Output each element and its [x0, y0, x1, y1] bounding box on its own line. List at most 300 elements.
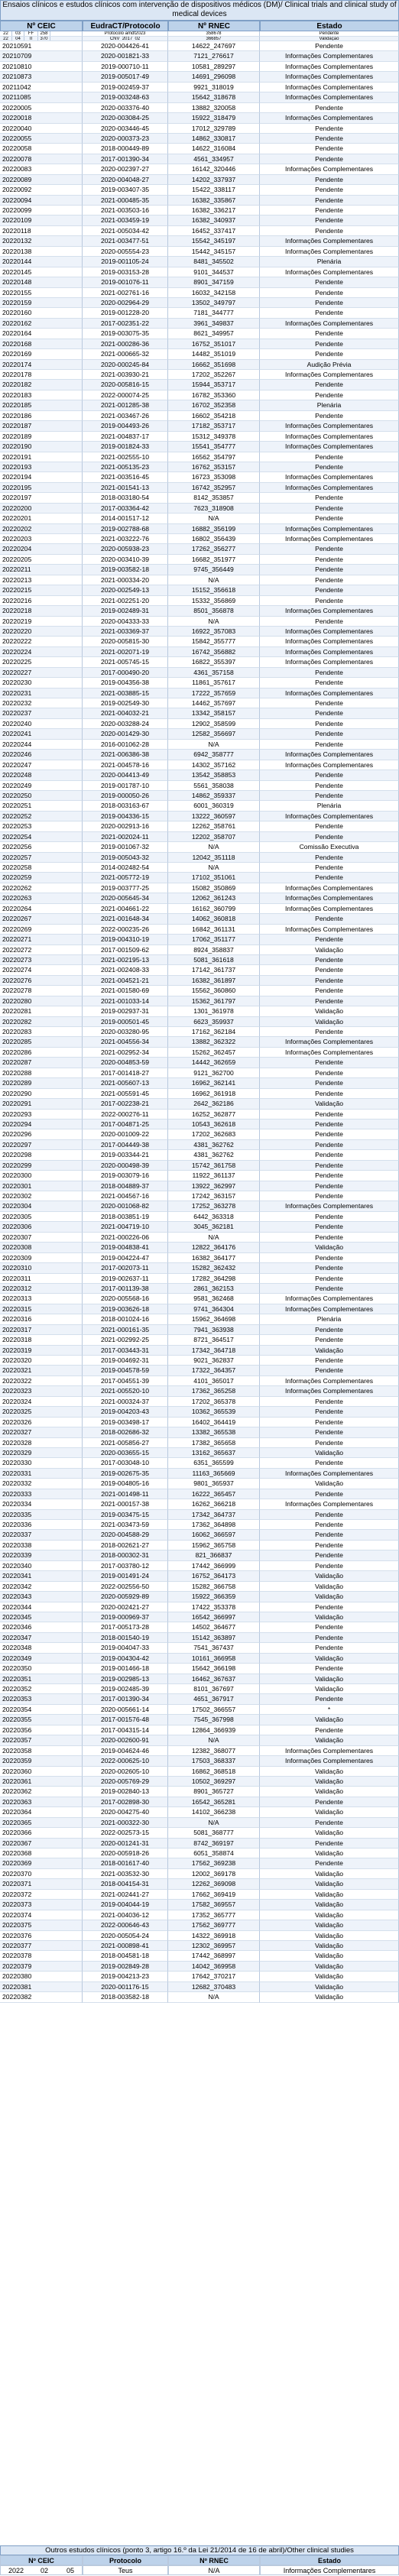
ceic-cell: 20220290	[0, 1089, 83, 1099]
protocolo-cell: 2021-001033-14	[83, 996, 168, 1006]
ceic-cell: 20220335	[0, 1510, 83, 1520]
ceic-cell: 20220291	[0, 1099, 83, 1109]
rnec-cell: 4381_362762	[168, 1140, 260, 1150]
rnec-cell: 6623_359937	[168, 1017, 260, 1027]
protocolo-cell: 2021-005856-27	[83, 1438, 168, 1448]
table-row	[0, 1561, 399, 1571]
protocolo-cell: 2019-004310-19	[83, 935, 168, 945]
estado-cell: Pendente	[260, 1489, 399, 1499]
table-row	[0, 267, 399, 277]
protocolo-cell: 2019-002840-13	[83, 1787, 168, 1797]
table-row	[0, 668, 399, 678]
rnec-cell: N/A	[168, 1233, 260, 1243]
table-row	[0, 72, 399, 82]
rnec-cell: 16962_361918	[168, 1089, 260, 1099]
rnec-cell: 11922_361137	[168, 1171, 260, 1181]
table-row	[0, 925, 399, 935]
ceic-cell: 20220237	[0, 708, 83, 718]
rnec-cell: 13342_358157	[168, 708, 260, 718]
ceic-cell: 20220138	[0, 247, 83, 257]
protocolo-cell: 2021-000226-06	[83, 1233, 168, 1243]
ceic-cell: 20220118	[0, 226, 83, 236]
estado-cell: Pendente	[260, 1622, 399, 1632]
protocolo-cell: 2019-002489-31	[83, 606, 168, 616]
estado-cell: Pendente	[260, 1541, 399, 1550]
protocolo-cell: 2021-002251-20	[83, 596, 168, 606]
rnec-cell: 16822_355397	[168, 657, 260, 667]
table-row	[0, 1058, 399, 1068]
rnec-cell: 12582_356697	[168, 729, 260, 739]
rnec-cell: 17442_368997	[168, 1951, 260, 1961]
estado-cell: Informações Complementares	[260, 524, 399, 534]
rnec-cell: 16222_365457	[168, 1489, 260, 1499]
protocolo-cell: 2020-005816-15	[83, 380, 168, 390]
ceic-cell: 20220316	[0, 1314, 83, 1324]
protocolo-cell: 2019-003079-16	[83, 1171, 168, 1181]
estado-cell: Pendente	[260, 976, 399, 986]
ceic-cell: 20220216	[0, 596, 83, 606]
rnec-cell: 16032_342158	[168, 288, 260, 298]
rnec-cell: 15742_361758	[168, 1161, 260, 1171]
rnec-cell: 15922_366359	[168, 1592, 260, 1602]
ceic-cell: 20220321	[0, 1366, 83, 1375]
ceic-cell: 20220338	[0, 1541, 83, 1550]
estado-cell: Validação	[260, 1735, 399, 1745]
table-row	[0, 770, 399, 780]
ceic-cell: 20220357	[0, 1735, 83, 1745]
table-row	[0, 976, 399, 986]
estado-cell: Pendente	[260, 514, 399, 523]
protocolo-cell: 2019-001787-10	[83, 781, 168, 791]
ceic-cell: 20220144	[0, 257, 83, 267]
estado-cell: Informações Complementares	[260, 1048, 399, 1058]
rnec-cell: 16962_362141	[168, 1078, 260, 1088]
table-row	[0, 215, 399, 225]
protocolo-cell: 2021-002555-10	[83, 452, 168, 462]
rnec-cell: 12042_351118	[168, 853, 260, 863]
estado-cell: Plenária	[260, 400, 399, 410]
estado-cell: Validação	[260, 1017, 399, 1027]
estado-cell: Plenária	[260, 257, 399, 267]
rnec-cell: 17322_364357	[168, 1366, 260, 1375]
protocolo-cell: 2017-003443-31	[83, 1346, 168, 1356]
protocolo-cell: 2020-000373-23	[83, 134, 168, 144]
table-row	[0, 196, 399, 206]
rnec-cell: 16922_357083	[168, 627, 260, 637]
estado-cell: Pendente	[260, 277, 399, 287]
protocolo-cell: 2020-004413-49	[83, 770, 168, 780]
rnec-cell: 17342_364718	[168, 1346, 260, 1356]
table-row	[0, 134, 399, 144]
table-row	[0, 257, 399, 267]
ceic-cell: 20220251	[0, 801, 83, 811]
estado-cell: Validação	[260, 1582, 399, 1592]
estado-cell: Pendente	[260, 791, 399, 801]
table-row	[0, 1705, 399, 1715]
table-row	[0, 544, 399, 554]
ceic-cell: 20220202	[0, 524, 83, 534]
table-row	[0, 1839, 399, 1849]
protocolo-cell: 2020-003410-39	[83, 555, 168, 565]
table-row	[0, 1592, 399, 1602]
rnec-cell: 12302_369957	[168, 1941, 260, 1951]
estado-cell: Pendente	[260, 349, 399, 359]
ceic-cell: 20220215	[0, 585, 83, 595]
estado-cell: Pendente	[260, 196, 399, 206]
estado-cell: Pendente	[260, 1089, 399, 1099]
ceic-cell: 20220317	[0, 1325, 83, 1335]
rnec-cell: 7121_276617	[168, 51, 260, 61]
rnec-cell: 3045_362181	[168, 1222, 260, 1232]
rnec-cell: 15152_356618	[168, 585, 260, 595]
table-row	[0, 1161, 399, 1171]
ceic-cell: 20220369	[0, 1858, 83, 1868]
protocolo-cell: 2018-001617-40	[83, 1858, 168, 1868]
estado-cell: Pendente	[260, 1561, 399, 1571]
estado-cell: Pendente	[260, 411, 399, 421]
estado-cell: Pendente	[260, 1233, 399, 1243]
protocolo-cell: 2020-005918-26	[83, 1849, 168, 1858]
rnec-cell: 8742_369197	[168, 1839, 260, 1849]
table-caption: Ensaios clínicos e estudos clínicos com intervenção de dispositivos médicos (DM)/ Clinical trials and clinical study of medical devices	[0, 0, 399, 21]
table-row	[0, 945, 399, 955]
table-row	[0, 1962, 399, 1972]
protocolo-cell: 2019-000501-45	[83, 1017, 168, 1027]
table-row	[0, 596, 399, 606]
rnec-cell: 16062_366597	[168, 1530, 260, 1540]
rnec-cell: 10161_366958	[168, 1654, 260, 1664]
estado-cell: Pendente	[260, 215, 399, 225]
ceic-cell: 20220250	[0, 791, 83, 801]
table-row	[0, 678, 399, 688]
table-row	[0, 821, 399, 831]
table-row	[0, 1304, 399, 1314]
protocolo-cell: 2019-003407-35	[83, 185, 168, 195]
protocolo-cell: 2019-001076-11	[83, 277, 168, 287]
rnec-cell: 15282_366758	[168, 1582, 260, 1592]
protocolo-cell: 2018-002686-32	[83, 1427, 168, 1437]
protocolo-cell: 2021-005607-13	[83, 1078, 168, 1088]
ceic-cell: 20220379	[0, 1962, 83, 1972]
estado-cell: Informações Complementares	[260, 267, 399, 277]
rnec-cell: 15282_362432	[168, 1263, 260, 1273]
rnec-cell: 14202_337937	[168, 175, 260, 185]
rnec-cell: 4381_362762	[168, 1150, 260, 1160]
rnec-cell: 4361_357158	[168, 668, 260, 678]
ceic-cell: 20220354	[0, 1705, 83, 1715]
ceic-cell: 20220356	[0, 1725, 83, 1735]
estado-cell: Validação	[260, 1828, 399, 1838]
estado-cell: Informações Complementares	[260, 1746, 399, 1756]
ceic-cell: 20220257	[0, 853, 83, 863]
estado-cell: Pendente	[260, 31, 399, 37]
estado-cell: Validação	[260, 1879, 399, 1889]
table-row	[0, 1274, 399, 1284]
table-row	[0, 1684, 399, 1694]
estado-cell: Pendente	[260, 1120, 399, 1129]
estado-cell: Informações Complementares	[260, 1294, 399, 1304]
table-row	[0, 247, 399, 257]
protocolo-cell: 2017-003780-12	[83, 1561, 168, 1571]
protocolo-cell: 2017-001390-34	[83, 1694, 168, 1704]
ceic-cell: 20220313	[0, 1294, 83, 1304]
estado-cell: Pendente	[260, 873, 399, 883]
protocolo-cell: 2019-002549-30	[83, 698, 168, 708]
estado-cell: Pendente	[260, 617, 399, 627]
ceic-cell: 20220326	[0, 1418, 83, 1427]
protocolo-cell: 2021-001498-11	[83, 1489, 168, 1499]
rnec-cell: 16882_356199	[168, 524, 260, 534]
protocolo-cell: 2021-005772-19	[83, 873, 168, 883]
table-row	[0, 1325, 399, 1335]
estado-cell: Informações Complementares	[260, 1756, 399, 1766]
estado-cell: Validação	[260, 1612, 399, 1622]
estado-cell: Informações Complementares	[260, 657, 399, 667]
table-row	[0, 781, 399, 791]
rnec-cell: 5081_361618	[168, 955, 260, 965]
estado-cell: Informações Complementares	[260, 1304, 399, 1314]
rnec-cell: 13882_320058	[168, 103, 260, 113]
estado-cell: Informações Complementares	[260, 472, 399, 482]
table-row	[0, 1694, 399, 1704]
ceic-cell: 20220363	[0, 1797, 83, 1807]
ceic-cell: 20220311	[0, 1274, 83, 1284]
protocolo-cell: 2019-000710-11	[83, 62, 168, 72]
protocolo-cell: 2020-005054-24	[83, 1931, 168, 1941]
table-row	[0, 370, 399, 380]
table-row	[0, 1212, 399, 1222]
rnec-cell: 12202_358707	[168, 832, 260, 842]
table-row	[0, 380, 399, 390]
rnec-cell: N/A	[168, 863, 260, 873]
estado-cell: Pendente	[260, 1068, 399, 1078]
estado-cell: Pendente	[260, 339, 399, 349]
estado-cell: Plenária	[260, 1314, 399, 1324]
protocolo-cell: 2017-000490-20	[83, 668, 168, 678]
table-row	[0, 83, 399, 92]
rnec-cell: 14482_351019	[168, 349, 260, 359]
ceic-cell: 20220148	[0, 277, 83, 287]
estado-cell: Pendente	[260, 708, 399, 718]
ceic-cell: 20220225	[0, 657, 83, 667]
ceic-cell: 20220092	[0, 185, 83, 195]
ceic-cell: 20220241	[0, 729, 83, 739]
footer-rnec-cell: N/A	[168, 2565, 260, 2575]
ceic-cell: 20220224	[0, 647, 83, 657]
ceic-part: 03	[12, 31, 24, 36]
ceic-cell: 20220324	[0, 1397, 83, 1407]
ceic-cell: 20220307	[0, 1233, 83, 1243]
rnec-cell: 16723_353098	[168, 472, 260, 482]
protocolo-cell: 2021-004036-12	[83, 1910, 168, 1920]
ceic-cell: 20220352	[0, 1684, 83, 1694]
table-row	[0, 1818, 399, 1828]
estado-cell: Pendente	[260, 1110, 399, 1120]
protocolo-cell: 2021-002071-19	[83, 647, 168, 657]
rnec-cell: 16382_340937	[168, 215, 260, 225]
table-row	[0, 1767, 399, 1777]
protocolo-cell: 2019-002985-13	[83, 1674, 168, 1684]
ceic-cell: 20220308	[0, 1243, 83, 1252]
protocolo-cell: 2017-003364-42	[83, 504, 168, 514]
estado-cell: Pendente	[260, 390, 399, 400]
protocolo-cell: 2019-003777-25	[83, 883, 168, 893]
ceic-cell: 20220258	[0, 863, 83, 873]
estado-cell: Pendente	[260, 504, 399, 514]
protocolo-cell: 2020-004426-41	[83, 41, 168, 51]
rnec-cell: 17062_351177	[168, 935, 260, 945]
estado-cell: Informações Complementares	[260, 1469, 399, 1479]
rnec-cell: 14302_357162	[168, 760, 260, 770]
estado-cell: Pendente	[260, 996, 399, 1006]
ceic-cell: 20220267	[0, 914, 83, 924]
protocolo-cell: 2021-003930-21	[83, 370, 168, 380]
protocolo-cell: 2019-004624-46	[83, 1746, 168, 1756]
table-row	[0, 411, 399, 421]
estado-cell: Pendente	[260, 1510, 399, 1520]
header-rnec: Nº RNEC	[168, 21, 260, 31]
estado-cell: Pendente	[260, 1274, 399, 1284]
table-row	[0, 1222, 399, 1232]
protocolo-cell: 2019-004578-59	[83, 1366, 168, 1375]
protocolo-cell: 2021-005745-15	[83, 657, 168, 667]
table-row	[0, 606, 399, 616]
table-row	[0, 319, 399, 329]
estado-cell: Pendente	[260, 1407, 399, 1417]
ceic-cell: 20210591	[0, 41, 83, 51]
estado-cell: Informações Complementares	[260, 689, 399, 698]
table-row	[0, 1654, 399, 1664]
ceic-cell: 20220310	[0, 1263, 83, 1273]
ceic-cell: 20220304	[0, 1201, 83, 1211]
ceic-cell: 20220169	[0, 349, 83, 359]
rnec-cell: 12262_358761	[168, 821, 260, 831]
ceic-cell: 20220301	[0, 1181, 83, 1191]
table-row	[0, 1037, 399, 1047]
ceic-cell: 20220211	[0, 565, 83, 575]
table-row	[0, 390, 399, 400]
estado-cell: Pendente	[260, 1520, 399, 1530]
table-row	[0, 1520, 399, 1530]
ceic-cell: 20220191	[0, 452, 83, 462]
ceic-cell: 20220329	[0, 1448, 83, 1458]
table-row	[0, 740, 399, 750]
table-row	[0, 62, 399, 72]
table-row	[0, 1458, 399, 1468]
protocolo-cell: 2021-003459-19	[83, 215, 168, 225]
ceic-cell: 20220320	[0, 1356, 83, 1366]
rnec-cell: 15142_363897	[168, 1633, 260, 1643]
rnec-cell: 8621_349957	[168, 329, 260, 339]
rnec-cell: 14042_369958	[168, 1962, 260, 1972]
ceic-cell: 20220203	[0, 534, 83, 544]
table-row	[0, 986, 399, 996]
table-row	[0, 575, 399, 585]
ceic-cell: 20220231	[0, 689, 83, 698]
ceic-cell: 20220201	[0, 514, 83, 523]
rnec-cell: 8481_345502	[168, 257, 260, 267]
table-row	[0, 1129, 399, 1139]
ceic-cell: 20220368	[0, 1849, 83, 1858]
ceic-cell: 20220364	[0, 1807, 83, 1817]
protocolo-cell: 2021-005135-23	[83, 462, 168, 472]
estado-cell: Pendente	[260, 226, 399, 236]
header-estado: Estado	[260, 21, 399, 31]
protocolo-cell: 2020-005645-34	[83, 893, 168, 903]
protocolo-cell: 2017-001576-48	[83, 1715, 168, 1725]
ceic-part: II	[24, 37, 38, 41]
rnec-cell: 9121_362700	[168, 1068, 260, 1078]
protocolo-cell: 2021-000334-20	[83, 575, 168, 585]
estado-cell: Informações Complementares	[260, 1037, 399, 1047]
protocolo-cell: 2020-005938-23	[83, 544, 168, 554]
rnec-cell: N/A	[168, 740, 260, 750]
protocolo-cell: 2020-003655-15	[83, 1448, 168, 1458]
ceic-cell: 20220351	[0, 1674, 83, 1684]
estado-cell: Validação	[260, 1807, 399, 1817]
estado-cell: Informações Complementares	[260, 370, 399, 380]
rnec-cell: 17352_365777	[168, 1910, 260, 1920]
protocolo-cell: 2019-004336-15	[83, 812, 168, 821]
protocolo-cell: 2018-002621-27	[83, 1541, 168, 1550]
ceic-cell: 20220365	[0, 1818, 83, 1828]
table-row	[0, 1797, 399, 1807]
footer-header-rnec: Nº RNEC	[168, 2555, 260, 2565]
rnec-cell: 12262_369098	[168, 1879, 260, 1889]
rnec-cell: 13222_360597	[168, 812, 260, 821]
ceic-cell: 20220132	[0, 236, 83, 246]
estado-cell: Pendente	[260, 1664, 399, 1674]
table-row	[0, 893, 399, 903]
protocolo-cell: 2020-003084-25	[83, 113, 168, 123]
table-row	[0, 955, 399, 965]
estado-cell: Pendente	[260, 955, 399, 965]
table-row	[0, 1346, 399, 1356]
rnec-cell: 17252_363278	[168, 1201, 260, 1211]
table-row	[0, 432, 399, 442]
ceic-cell: 20220348	[0, 1643, 83, 1653]
ceic-cell: 20220374	[0, 1910, 83, 1920]
rnec-cell: 4561_334957	[168, 154, 260, 164]
table-row	[0, 1571, 399, 1581]
table-row	[0, 1448, 399, 1458]
ceic-cell: 20220296	[0, 1129, 83, 1139]
rnec-cell: 17142_361737	[168, 965, 260, 975]
estado-cell: Validação	[260, 1006, 399, 1016]
ceic-cell: 20220055	[0, 134, 83, 144]
table-row	[0, 842, 399, 852]
table-row	[0, 1438, 399, 1448]
table-row	[0, 1006, 399, 1016]
rnec-cell: 17342_364737	[168, 1510, 260, 1520]
table-row	[0, 154, 399, 164]
estado-cell: Pendente	[260, 555, 399, 565]
table-row	[0, 1397, 399, 1407]
table-row	[0, 226, 399, 236]
ceic-cell: 20220182	[0, 380, 83, 390]
rnec-cell: 15262_362457	[168, 1048, 260, 1058]
table-row	[0, 647, 399, 657]
protocolo-cell: 2019-002459-37	[83, 83, 168, 92]
rnec-cell: 17502_366557	[168, 1705, 260, 1715]
table-row	[0, 452, 399, 462]
protocolo-cell: 2021-003477-51	[83, 236, 168, 246]
protocolo-cell: 2019-002675-35	[83, 1469, 168, 1479]
protocolo-cell: 2019-005043-32	[83, 853, 168, 863]
estado-cell: Pendente	[260, 698, 399, 708]
table-row	[0, 472, 399, 482]
estado-cell: Validação	[260, 1890, 399, 1900]
